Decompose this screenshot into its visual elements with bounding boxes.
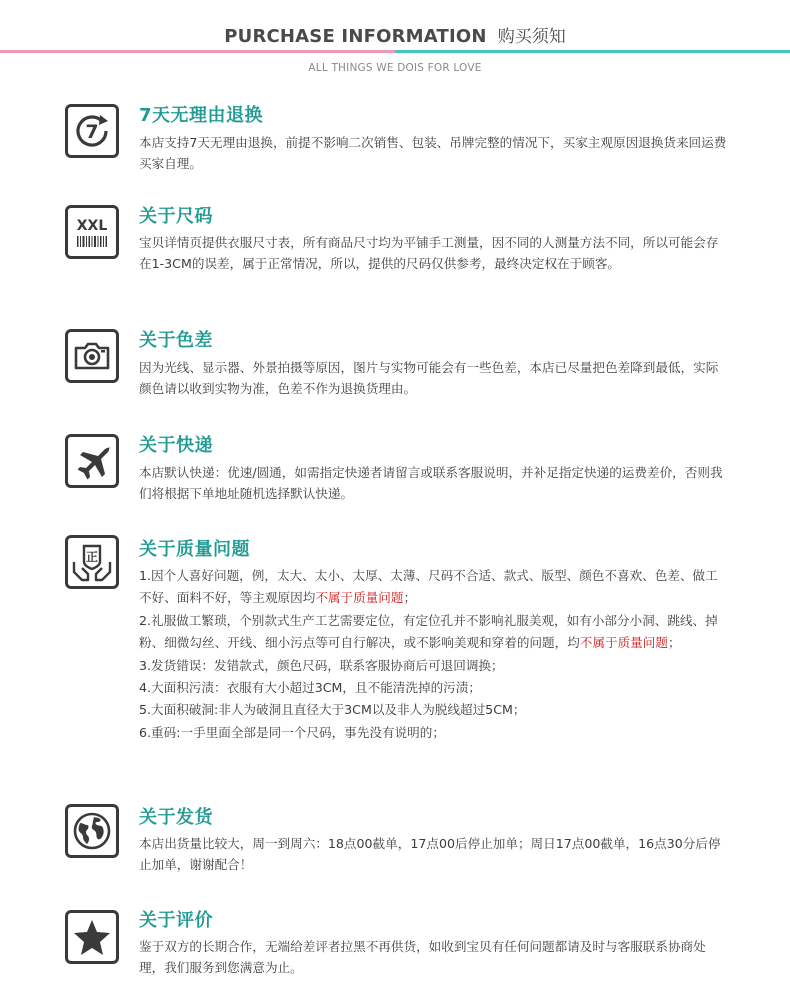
section-body-review: 鉴于双方的长期合作，无端给差评者拉黑不再供货，如收到宝贝有任何问题都请及时与客服联系协商处理，我们服务到您满意为止。 [139,939,706,975]
page-header [0,0,790,80]
section-body-size: 宝贝详情页提供衣服尺寸表，所有商品尺寸均为平铺手工测量，因不同的人测量方法不同，所以可能会存在1-3CM的误差，属于正常情况，所以，提供的尺码仅供参考，最终决定权在于顾客。 [139,235,719,271]
title-chinese: 购买须知 [497,27,566,47]
section-title-shipping: 关于发货 [139,807,213,828]
icon-zheng-text: 正 [85,550,99,564]
globe-icon [65,804,119,858]
quality-hands-icon [65,535,119,589]
quality-item: 6.重码:一手里面全部是同一个尺码，事先没有说明的； [139,724,445,740]
seven-day-return-icon [65,104,119,158]
warning-text: 不属于质量问题 [315,590,404,606]
quality-item: 2.礼服做工繁琐，个别款式生产工艺需要定位，有定位孔并不影响礼服美观，如有小部分小洞、跳线、掉粉、细微勾丝、开线、细小污点等可自行解决，或不影响美观和穿着的问题，均不属于质量问题； [139,612,718,651]
section-body-express: 本店默认快递：优速/圆通，如需指定快递者请留言或联系客服说明，并补足指定快递的运费差价，否则我们将根据下单地址随机选择默认快递。 [139,465,723,501]
size-tag-icon [65,205,119,259]
quality-item: 4.大面积污渍：衣服有大小超过3CM，且不能清洗掉的污渍； [139,680,481,696]
star-icon [65,910,119,964]
section-title-express: 关于快递 [139,435,213,456]
divider-teal [395,50,790,53]
section-title-review: 关于评价 [139,910,213,931]
icon-seven-text: 7 [85,121,99,143]
quality-item: 1.因个人喜好问题，例，太大、太小、太厚、太薄、尺码不合适、款式、版型、颜色不喜欢、色差、做工不好、面料不好，等主观原因均不属于质量问题； [139,568,718,606]
section-body-shipping: 本店出货量比较大，周一到周六：18点00截单，17点00后停止加单；周日17点00截单，16点30分后停止加单，谢谢配合！ [139,836,721,872]
section-title-return: 7天无理由退换 [139,105,264,126]
page-title [0,22,790,47]
quality-item: 3.发货错误：发错款式，颜色尺码，联系客服协商后可退回调换； [139,657,504,673]
section-body-quality [139,565,729,744]
page-subtitle: ALL THINGS WE DOIS FOR LOVE [308,62,482,74]
section-title-color: 关于色差 [139,330,213,351]
section-body-return: 本店支持7天无理由退换，前提不影响二次销售、包装、吊牌完整的情况下，买家主观原因退换货来回运费买家自理。 [139,135,727,171]
divider-pink [0,50,395,53]
airplane-icon [65,434,119,488]
title-english: PURCHASE INFORMATION [224,26,487,47]
quality-item: 5.大面积破洞:非人为破洞且直径大于3CM以及非人为脱线超过5CM； [139,702,526,718]
camera-icon [65,329,119,383]
section-title-quality: 关于质量问题 [139,539,250,560]
warning-text: 不属于质量问题 [579,635,668,651]
icon-xxl-text: XXL [76,218,108,234]
section-body-color: 因为光线、显示器、外景拍摄等原因，图片与实物可能会有一些色差，本店已尽量把色差降到最低，实际颜色请以收到实物为准，色差不作为退换货理由。 [139,360,719,396]
section-title-size: 关于尺码 [139,206,213,227]
